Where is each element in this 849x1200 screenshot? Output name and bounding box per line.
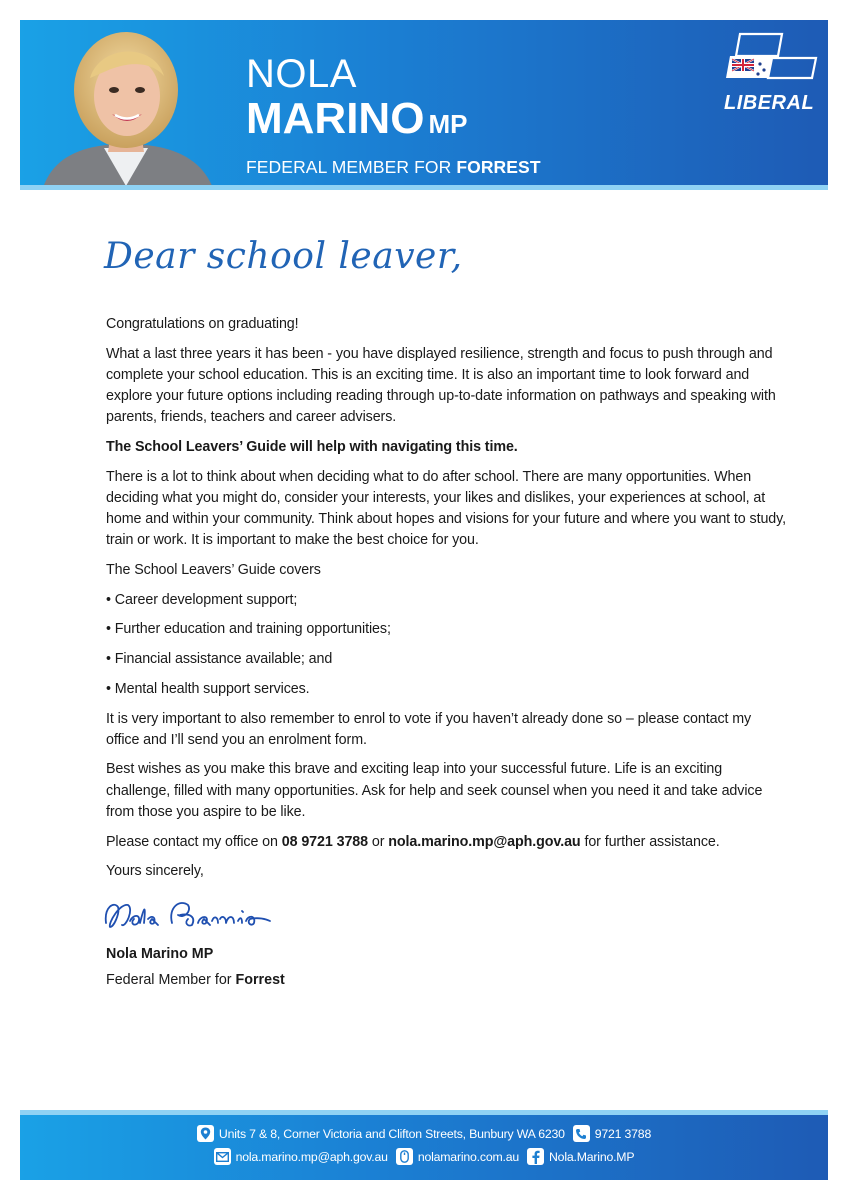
contact-email: nola.marino.mp@aph.gov.au bbox=[388, 833, 581, 850]
signatory-role bbox=[106, 972, 285, 988]
bullet-item: • Financial assistance available; and bbox=[106, 651, 333, 668]
address-text: Units 7 & 8, Corner Victoria and Clifton Streets, Bunbury WA 6230 bbox=[218, 1126, 565, 1141]
paragraph-enrol: It is very important to also remember to enrol to vote if you haven’t already done so – please contact my office and I’ll send you an enrolment form. bbox=[106, 710, 752, 748]
signatory-name: Nola Marino MP bbox=[106, 946, 214, 962]
last-name-line bbox=[246, 96, 541, 147]
phone-icon bbox=[573, 1125, 590, 1142]
facebook-text: Nola.Marino.MP bbox=[549, 1149, 635, 1164]
liberal-logo-text: LIBERAL bbox=[724, 92, 815, 114]
letter-body bbox=[106, 314, 786, 891]
header-accent-stripe bbox=[20, 185, 828, 190]
last-name: MARINO bbox=[246, 94, 425, 143]
letterhead-banner bbox=[20, 20, 828, 185]
footer-row-online bbox=[20, 1148, 828, 1165]
closing: Yours sincerely, bbox=[106, 863, 204, 880]
contact-or: or bbox=[371, 833, 385, 850]
mp-suffix: MP bbox=[428, 109, 468, 139]
signatory-role-prefix: Federal Member for bbox=[106, 972, 232, 988]
paragraph-intro: What a last three years it has been - you have displayed resilience, strength and focus to push through and complete your school education. This is an exciting time. It is also an important time to look forward and explore your future options including reading through up-to-date information on pathways and speaking with parents, friends, teachers and career advisers. bbox=[106, 345, 776, 426]
email-text: nola.marino.mp@aph.gov.au bbox=[235, 1149, 388, 1164]
location-icon bbox=[197, 1125, 214, 1142]
bullet-item: • Mental health support services. bbox=[106, 680, 310, 697]
footer-phone[interactable] bbox=[573, 1125, 651, 1142]
footer-row-address bbox=[20, 1125, 828, 1142]
email-icon bbox=[214, 1148, 231, 1165]
paragraph-best-wishes: Best wishes as you make this brave and exciting leap into your successful future. Life is an exciting challenge, filled with many opportunities. Ask for help and seek counsel when you need it and take advice from those you aspire to be like. bbox=[106, 761, 763, 820]
paragraph-contact bbox=[106, 832, 786, 853]
footer-facebook[interactable] bbox=[527, 1148, 634, 1165]
signatory-electorate: Forrest bbox=[235, 972, 285, 988]
role-prefix: FEDERAL MEMBER FOR bbox=[246, 157, 452, 177]
bullet-item: • Career development support; bbox=[106, 591, 298, 608]
footer-website[interactable] bbox=[396, 1148, 519, 1165]
paragraph-guide-covers: The School Leavers’ Guide covers bbox=[106, 562, 321, 579]
salutation: Dear school leaver, bbox=[104, 236, 463, 277]
facebook-icon bbox=[527, 1148, 544, 1165]
contact-phone: 08 9721 3788 bbox=[281, 833, 369, 850]
paragraph-deciding: There is a lot to think about when deciding what to do after school. There are many opportunities. When deciding what you might do, consider your interests, your likes and dislikes, your experiences at school, at home and within your community. Think about hopes and visions for your future and where you want to study, train or work. It is important to make the best choice for you. bbox=[106, 468, 787, 549]
footer-email[interactable] bbox=[214, 1148, 388, 1165]
mouse-icon bbox=[396, 1148, 413, 1165]
contact-suffix: for further assistance. bbox=[584, 833, 720, 850]
website-text: nolamarino.com.au bbox=[417, 1149, 519, 1164]
phone-text: 9721 3788 bbox=[594, 1126, 652, 1141]
first-name: NOLA bbox=[246, 52, 357, 96]
guide-heading: The School Leavers’ Guide will help with navigating this time. bbox=[106, 439, 518, 456]
member-role bbox=[246, 157, 541, 178]
electorate-name: FORREST bbox=[456, 157, 541, 177]
member-name-block bbox=[246, 54, 541, 178]
footer-address bbox=[197, 1125, 565, 1142]
contact-prefix: Please contact my office on bbox=[106, 833, 278, 850]
portrait-photo bbox=[34, 26, 220, 185]
paragraph-guide-heading bbox=[106, 437, 786, 458]
contact-footer bbox=[20, 1115, 828, 1180]
paragraph-congratulations: Congratulations on graduating! bbox=[106, 316, 299, 332]
bullet-item: • Further education and training opportunities; bbox=[106, 621, 391, 638]
handwritten-signature bbox=[100, 893, 300, 937]
